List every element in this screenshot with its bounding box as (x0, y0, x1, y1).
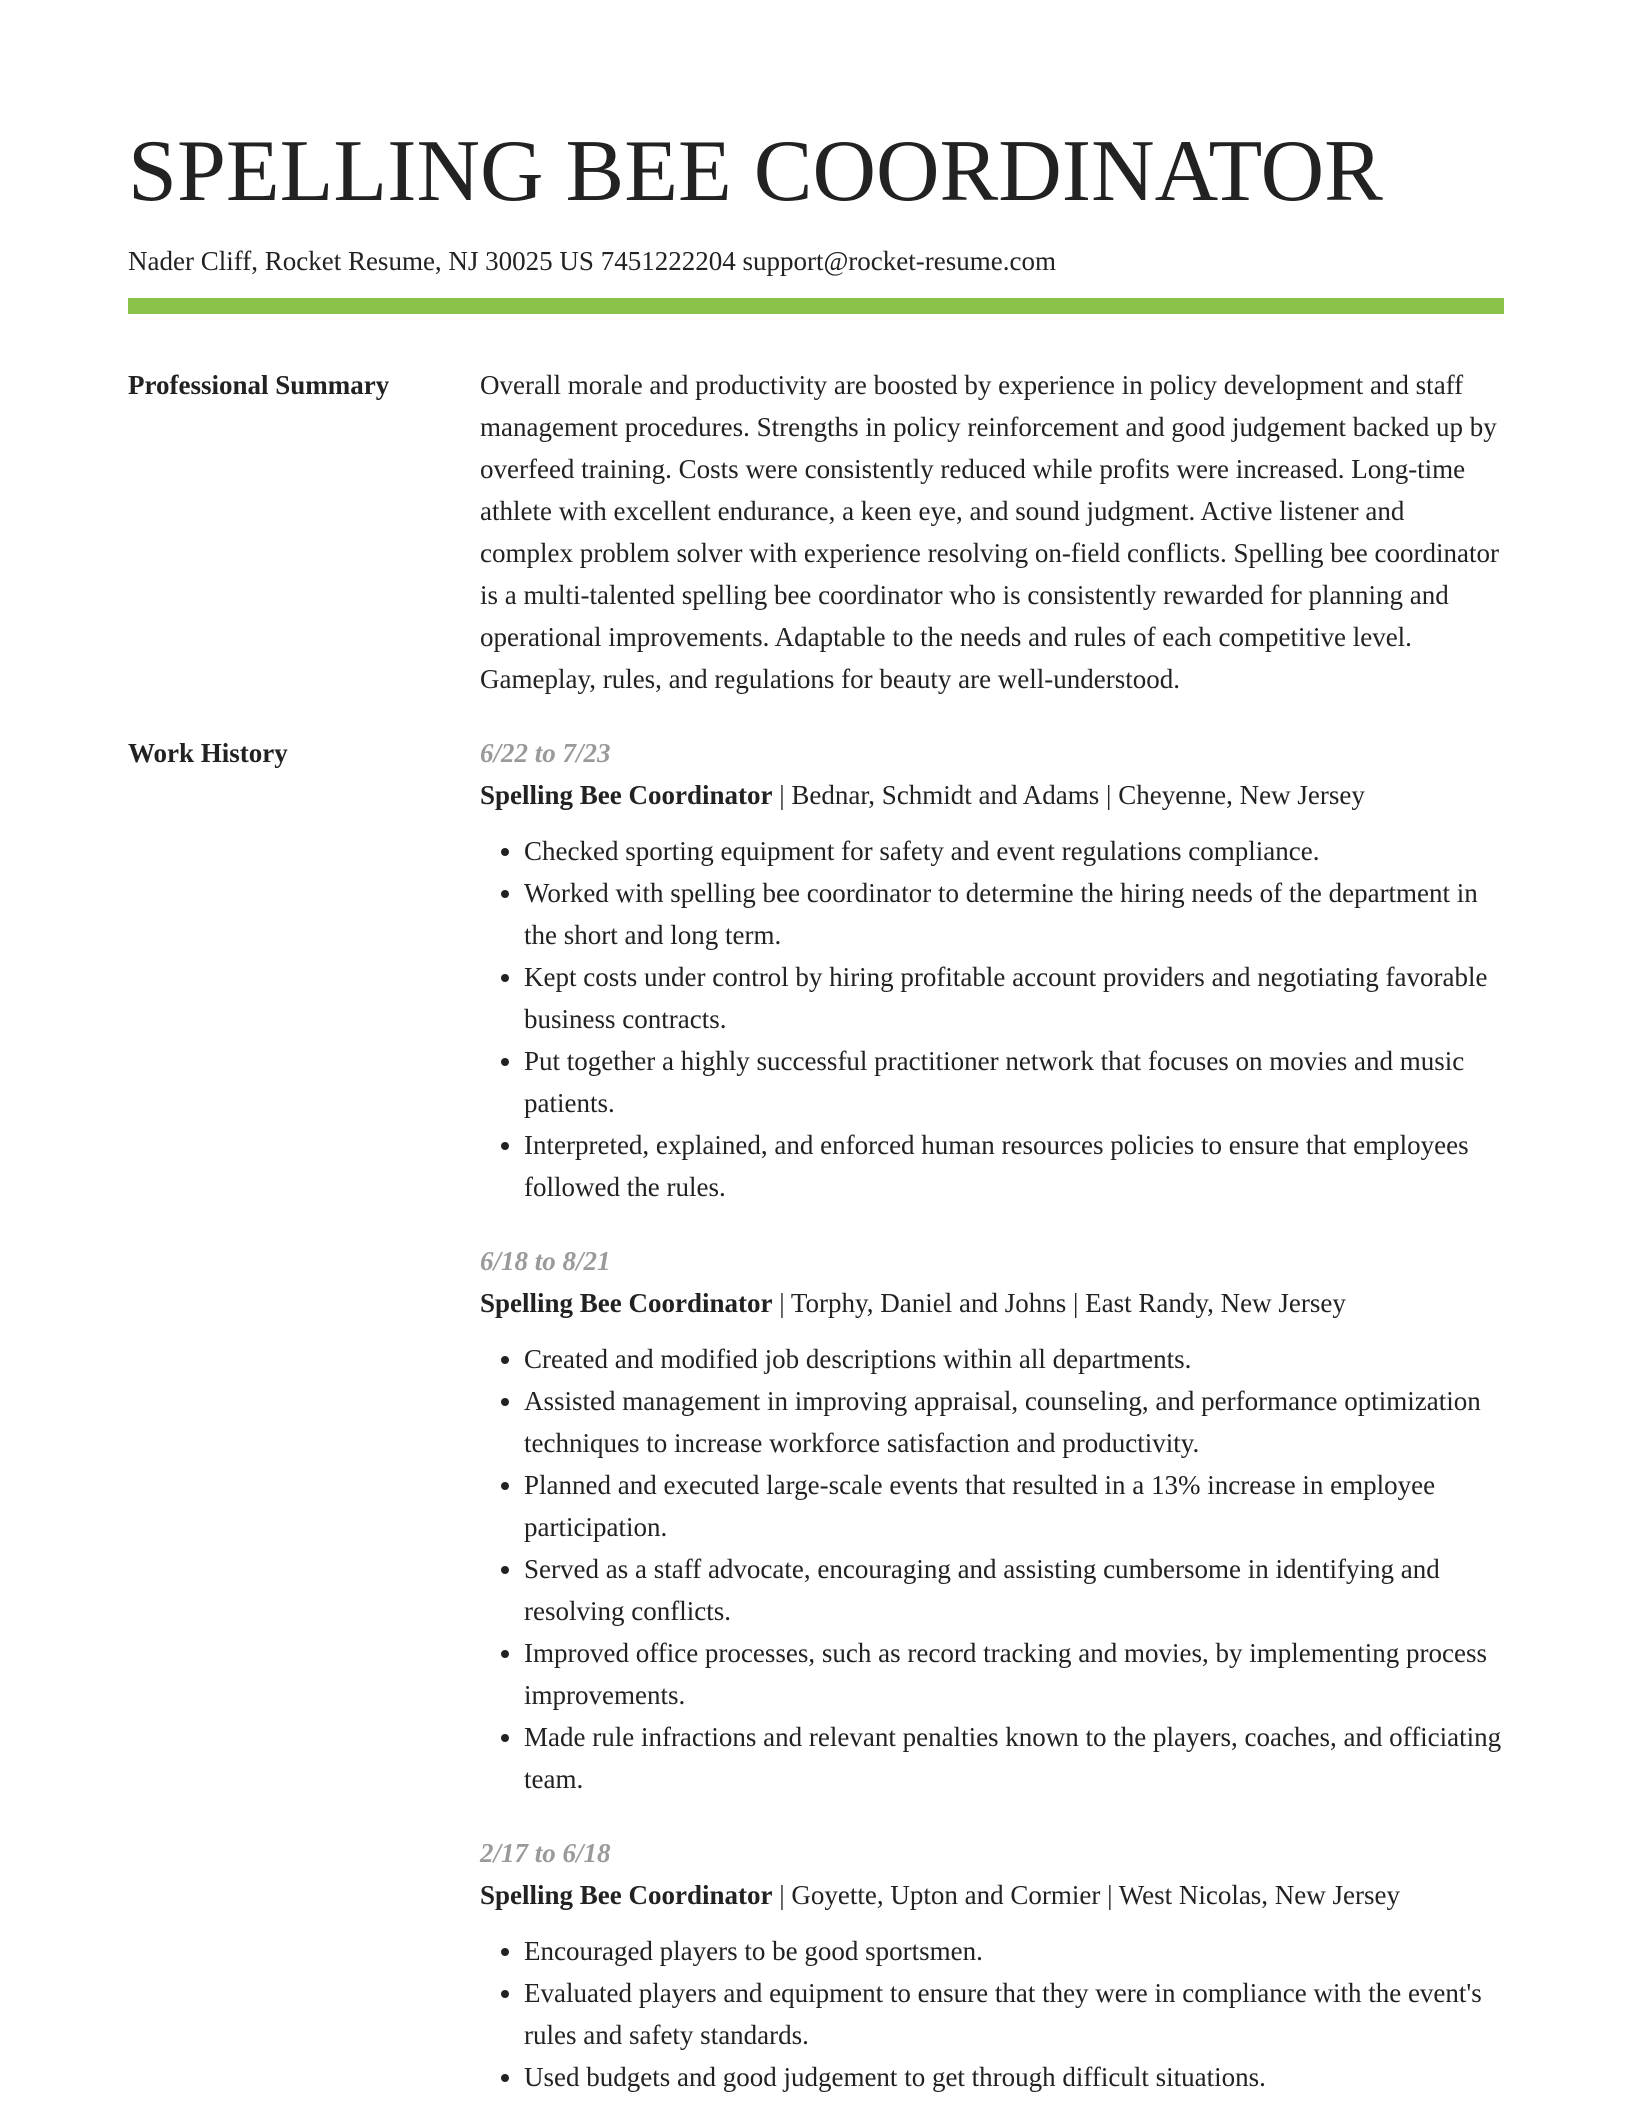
job-bullets (480, 830, 1504, 1208)
job-title: Spelling Bee Coordinator (480, 1880, 773, 1910)
job-bullet: • Checked sporting equipment for safety and event regulations compliance. (524, 830, 1504, 872)
job-bullets (480, 1930, 1504, 2098)
job-bullet: • Planned and executed large-scale events that resulted in a 13% increase in employee participation. (524, 1464, 1504, 1548)
section-label-work-history: Work History (128, 738, 288, 768)
job-bullet: • Evaluated players and equipment to ensure that they were in compliance with the event's rules and safety standards. (524, 1972, 1504, 2056)
job-heading (480, 1282, 1504, 1324)
summary-text: Overall morale and productivity are boosted by experience in policy development and staff management procedures. Strengths in policy reinforcement and good judgement backed up by overfeed training. Costs were consistently reduced while profits were increased. Long-time athlete with excellent endurance, a keen eye, and sound judgment. Active listener and complex problem solver with experience resolving on-field conflicts. Spelling bee coordinator is a multi-talented spelling bee coordinator who is consistently rewarded for planning and operational improvements. Adaptable to the needs and rules of each competitive level. Gameplay, rules, and regulations for beauty are well-understood. (480, 370, 1499, 694)
job-bullet: • Improved office processes, such as record tracking and movies, by implementing process improvements. (524, 1632, 1504, 1716)
job-heading (480, 774, 1504, 816)
job-employer-location: | Bednar, Schmidt and Adams | Cheyenne, New Jersey (772, 780, 1365, 810)
job-bullet: • Made rule infractions and relevant penalties known to the players, coaches, and officiating team. (524, 1716, 1504, 1800)
job-bullet: • Put together a highly successful practitioner network that focuses on movies and music patients. (524, 1040, 1504, 1124)
job-bullet: • Used budgets and good judgement to get through difficult situations. (524, 2056, 1504, 2098)
job-title: Spelling Bee Coordinator (480, 1288, 773, 1318)
job-entry (480, 1240, 1504, 1800)
resume-title: SPELLING BEE COORDINATOR (128, 123, 1383, 220)
contact-line: Nader Cliff, Rocket Resume, NJ 30025 US 7451222204 support@rocket-resume.com (128, 246, 1056, 276)
professional-summary-section (128, 364, 1504, 700)
job-title: Spelling Bee Coordinator (480, 780, 773, 810)
job-entry (480, 732, 1504, 1208)
job-dates: 2/17 to 6/18 (480, 1838, 611, 1868)
job-heading (480, 1874, 1504, 1916)
job-employer-location: | Torphy, Daniel and Johns | East Randy, New Jersey (772, 1288, 1346, 1318)
job-employer-location: | Goyette, Upton and Cormier | West Nicolas, New Jersey (772, 1880, 1401, 1910)
job-dates: 6/22 to 7/23 (480, 738, 611, 768)
accent-divider (128, 298, 1504, 314)
job-bullet: • Assisted management in improving appraisal, counseling, and performance optimization techniques to increase workforce satisfaction and productivity. (524, 1380, 1504, 1464)
job-bullet: • Kept costs under control by hiring profitable account providers and negotiating favorable business contracts. (524, 956, 1504, 1040)
job-bullet: • Served as a staff advocate, encouraging and assisting cumbersome in identifying and resolving conflicts. (524, 1548, 1504, 1632)
summary-body (480, 364, 1504, 700)
work-history-body (480, 732, 1504, 2098)
job-bullets (480, 1338, 1504, 1800)
job-bullet: • Encouraged players to be good sportsmen. (524, 1930, 1504, 1972)
job-bullet: • Worked with spelling bee coordinator to determine the hiring needs of the department in the short and long term. (524, 872, 1504, 956)
section-label-professional-summary: Professional Summary (128, 370, 390, 400)
job-bullet: • Interpreted, explained, and enforced human resources policies to ensure that employees followed the rules. (524, 1124, 1504, 1208)
job-entry (480, 1832, 1504, 2098)
job-bullet: • Created and modified job descriptions within all departments. (524, 1338, 1504, 1380)
job-dates: 6/18 to 8/21 (480, 1246, 611, 1276)
work-history-section (128, 732, 1504, 2098)
resume-page (128, 0, 1504, 2098)
